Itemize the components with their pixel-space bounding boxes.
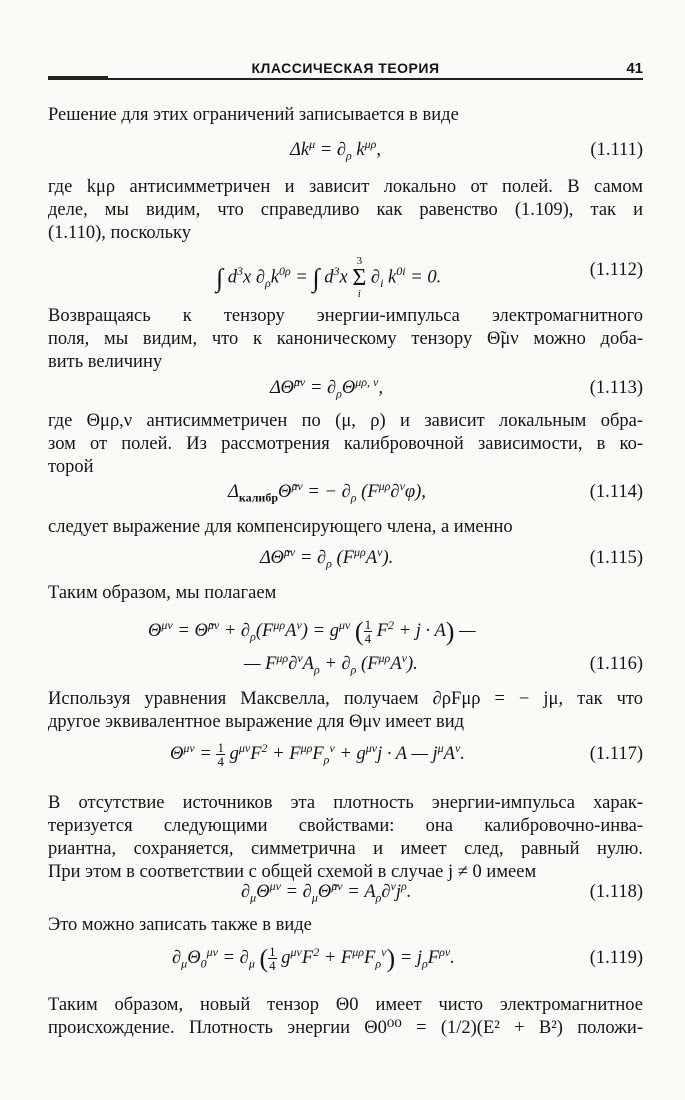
eq-alt [0, 0, 1, 1]
text-line: где kμρ антисимметричен и зависит локально от полей. В самом [48, 177, 643, 197]
paragraph [48, 792, 643, 884]
header-title: КЛАССИЧЕСКАЯ ТЕОРИЯ [48, 60, 643, 76]
equation-1-112: ∫ $d^3x$ $\partial_\rho k^{0\rho}$ = ∫ $d^3x$ 3 Σ i $\partial_i$ $k^{0i} = 0$. (1.112) [216, 255, 643, 300]
equation-text-alternates [0, 0, 1, 1]
equation-1-117: $\Theta^{\mu\nu}$ = $\frac{1}{4}$ $g^{\mu\nu}F^2 + F^{\mu\rho}F_\rho^\nu + g^{\mu\nu}j \cdot A$ — $j^\mu A^\nu$. (1.117) [170, 740, 643, 770]
header-rule [48, 78, 643, 80]
text-line: вить величину [48, 352, 163, 372]
text-line: другое эквивалентное выражение для Θμν имеет вид [48, 712, 465, 732]
page-number: 41 [620, 60, 643, 77]
equation-1-113: ΔΘ̃$^{\mu\nu}$ = $\partial_\rho\Theta^{\mu\rho, \nu}$, (1.113) [270, 374, 643, 401]
equation-1-118: $\partial_\mu\Theta^{\mu\nu}$ = $\partial_\mu\Thetã^{\mu\nu} = A_\rho\partial^\nu j^\rho$. (1.118) [241, 878, 643, 905]
text-line: (1.110), поскольку [48, 223, 192, 243]
paragraph [48, 688, 643, 734]
equation-1-115: ΔΘ̃$^{\mu\nu}$ = $\partial_\rho$ $(F^{\mu\rho}A^\nu)$. (1.115) [260, 544, 643, 571]
text-line: торой [48, 457, 94, 477]
text-line: Используя уравнения Максвелла, получаем ∂ρFμρ = − jμ, так что [48, 689, 643, 709]
equation-number: (1.117) [589, 744, 643, 764]
paragraph [48, 516, 643, 539]
equation-number: (1.116) [589, 654, 643, 674]
paragraph [48, 410, 643, 479]
equation-number: (1.119) [589, 948, 643, 968]
equation-1-116a: $\Theta^{\mu\nu}$ = Θ̃$^{\mu\nu}$ + $\partial_\rho(F^{\mu\rho}A^\nu) = g^{\mu\nu}$ ( $\frac{1}{4}$ $F^2 + j \cdot A$) — [148, 617, 476, 647]
equation-number: (1.113) [589, 378, 643, 398]
text-line: В отсутствие источников эта плотность энергии-импульса харак- [48, 793, 643, 813]
paragraph [48, 176, 643, 245]
equation-number: (1.114) [589, 482, 643, 502]
equation-1-119: $\partial_\mu\Theta_0^{\mu\nu} = \partial_\mu$ ( $\frac{1}{4}$ $g^{\mu\nu}F^2 + F^{\mu\rho}F_\rho^\nu) = j_\rho F^{\rho\nu}$. (1.119) [172, 944, 643, 974]
running-header [48, 60, 643, 86]
equation-number: (1.118) [589, 882, 643, 902]
text-line: Таким образом, новый тензор Θ0 имеет чисто электромагнитное [48, 995, 643, 1015]
equation-number: (1.111) [590, 140, 643, 160]
text-line: Решение для этих ограничений записывается в виде [48, 105, 459, 125]
paragraph [48, 104, 643, 127]
text-line: При этом в соответствии с общей схемой в случае j ≠ 0 имеем [48, 862, 537, 882]
text-line: риантна, сохраняется, симметрична и имеет след, равный нулю. [48, 839, 643, 859]
text-line: следует выражение для компенсирующего члена, а именно [48, 517, 513, 537]
text-line: Возвращаясь к тензору энергии-импульса электромагнитного [48, 306, 643, 326]
text-line: происхождение. Плотность энергии Θ0⁰⁰ = (1/2)(E² + B²) положи- [48, 1018, 643, 1038]
equation-number: (1.112) [589, 260, 643, 280]
text-line: Таким образом, мы полагаем [48, 583, 277, 603]
text-line: зом от полей. Из рассмотрения калибровочной зависимости, в ко- [48, 434, 643, 454]
text-line: поля, мы видим, что к каноническому тензору Θ̃μν можно доба- [48, 329, 643, 349]
equation-number: (1.115) [589, 548, 643, 568]
paragraph [48, 582, 643, 605]
text-line: Это можно записать также в виде [48, 915, 312, 935]
equation-1-116b: — $F^{\mu\rho}\partial^\nu A_\rho + \partial_\rho$ $(F^{\mu\rho}A^\nu)$. (1.116) [244, 650, 643, 677]
paragraph [48, 305, 643, 374]
equation-1-111: $\Delta k^\mu = \partial_\rho$ $k^{\mu\rho}$, (1.111) [290, 136, 643, 163]
paragraph [48, 914, 643, 937]
paragraph [48, 994, 643, 1040]
header-rule-accent [48, 76, 108, 80]
text-line: деле, мы видим, что справедливо как равенство (1.109), так и [48, 200, 643, 220]
text-line: где Θμρ,ν антисимметричен по (μ, ρ) и зависит локальным обра- [48, 411, 643, 431]
text-line: теризуется следующими свойствами: она калибровочно-инва- [48, 816, 643, 836]
equation-1-114: $\Delta_{калибр}\Thetã^{\mu\nu}$ = − $\partial_\rho$ $(F^{\mu\rho}\partial^\nu\varphi)$, (1.114) [228, 478, 643, 505]
